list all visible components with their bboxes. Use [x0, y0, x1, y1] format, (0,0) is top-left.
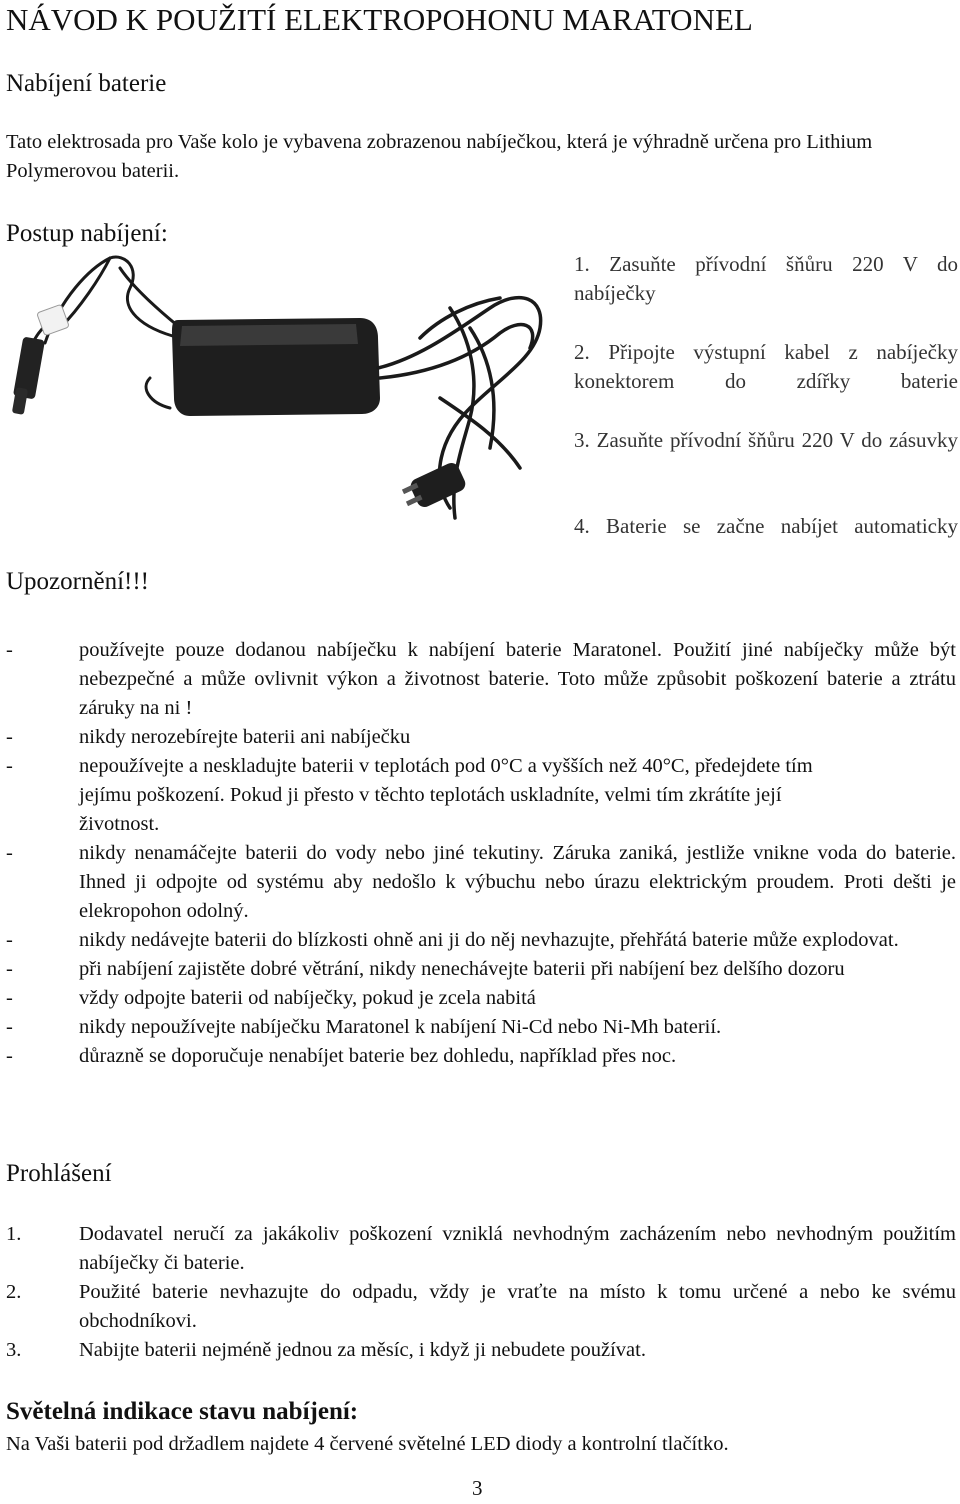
list-item-text: Použité baterie nevhazujte do odpadu, vždy je vraťte na místo k tomu určené a nebo ke svému obchodníkovi.	[79, 1281, 956, 1332]
list-bullet: -	[6, 639, 13, 661]
list-item	[6, 752, 956, 839]
warning-heading: Upozornění!!!	[6, 568, 149, 595]
charger-body-icon	[172, 318, 380, 416]
declaration-list	[6, 1220, 956, 1365]
list-number: 2.	[6, 1281, 22, 1303]
list-item	[6, 1220, 956, 1278]
list-item	[6, 636, 956, 723]
list-item-text: nikdy nepoužívejte nabíječku Maratonel k nabíjení Ni-Cd nebo Ni-Mh baterií.	[79, 1016, 722, 1038]
list-bullet: -	[6, 842, 13, 864]
list-item	[6, 955, 956, 984]
page-number: 3	[472, 1476, 483, 1500]
list-item-text: Dodavatel neručí za jakákoliv poškození vzniklá nevhodným zacházením nebo nevhodným použitím nabíječky či baterie.	[79, 1223, 956, 1274]
section-heading-charging: Nabíjení baterie	[6, 70, 167, 97]
list-bullet: -	[6, 1016, 13, 1038]
list-item	[6, 926, 956, 955]
list-item	[6, 839, 956, 926]
list-number: 1.	[6, 1223, 22, 1245]
list-item	[6, 984, 956, 1013]
indication-heading: Světelná indikace stavu nabíjení:	[6, 1398, 359, 1425]
list-item-text: Nabijte baterii nejméně jednou za měsíc, i když ji nebudete používat.	[79, 1339, 646, 1361]
list-item	[6, 723, 956, 752]
list-item-text: nikdy nerozebírejte baterii ani nabíječku	[79, 726, 411, 748]
list-bullet: -	[6, 755, 13, 777]
page-title: NÁVOD K POUŽITÍ ELEKTROPOHONU MARATONEL	[6, 2, 753, 37]
list-item-text: nikdy nenamáčejte baterii do vody nebo jiné tekutiny. Záruka zaniká, jestliže vnikne voda do baterie. Ihned ji odpojte od systému aby nedošlo k výbuchu nebo úrazu elektrickým proudem. Proti dešti je elekropohon odolný.	[79, 842, 956, 922]
warning-list	[6, 636, 956, 1071]
charger-plug-left-icon	[12, 304, 69, 415]
charger-photo	[0, 248, 556, 552]
procedure-step: 1. Zasuňte přívodní šňůru 220 V do nabíječky	[574, 252, 958, 305]
procedure-heading	[6, 220, 168, 248]
list-number: 3.	[6, 1339, 22, 1361]
list-item-text: při nabíjení zajistěte dobré větrání, nikdy nenechávejte baterii při nabíjení bez delšího dozoru	[79, 958, 845, 980]
list-item	[6, 1042, 956, 1071]
procedure-heading-colon: :	[160, 220, 168, 247]
procedure-step: 4. Baterie se začne nabíjet automaticky	[574, 514, 958, 538]
list-bullet: -	[6, 929, 13, 951]
list-item	[6, 1013, 956, 1042]
list-item-text: používejte pouze dodanou nabíječku k nabíjení baterie Maratonel. Použití jiné nabíječky může být nebezpečné a může ovlivnit výkon a životnost baterie. Toto může způsobit poškození baterie a ztrátu záruky na ni !	[79, 639, 956, 719]
list-bullet: -	[6, 987, 13, 1009]
list-bullet: -	[6, 726, 13, 748]
list-item	[6, 1278, 956, 1336]
procedure-steps	[574, 250, 958, 580]
procedure-step: 3. Zasuňte přívodní šňůru 220 V do zásuvky	[574, 428, 958, 452]
indication-text: Na Vaši baterii pod držadlem najdete 4 červené světelné LED diody a kontrolní tlačítko.	[6, 1433, 729, 1455]
declaration-heading: Prohlášení	[6, 1160, 112, 1187]
list-item-text: nikdy nedávejte baterii do blízkosti ohně ani ji do něj nevhazujte, přehřátá baterie může explodovat.	[79, 929, 899, 951]
intro-paragraph: Tato elektrosada pro Vaše kolo je vybavena zobrazenou nabíječkou, která je výhradně určena pro Lithium Polymerovou baterii.	[6, 131, 873, 182]
list-item-text: nepoužívejte a neskladujte baterii v teplotách pod 0°C a vyšších než 40°C, předejdete tím jejímu poškození. Pokud ji přesto v těchto teplotách uskladníte, velmi tím zkrátíte její životnost.	[79, 755, 813, 835]
charger-plug-right-icon	[402, 460, 468, 509]
list-item-text: vždy odpojte baterii od nabíječky, pokud je zcela nabitá	[79, 987, 536, 1009]
procedure-step: 2. Připojte výstupní kabel z nabíječky konektorem do zdířky baterie	[574, 340, 958, 393]
procedure-heading-text: Postup nabíjení	[6, 220, 161, 247]
list-bullet: -	[6, 958, 13, 980]
list-bullet: -	[6, 1045, 13, 1067]
list-item-text: důrazně se doporučuje nenabíjet baterie bez dohledu, například přes noc.	[79, 1045, 677, 1067]
list-item	[6, 1336, 956, 1365]
